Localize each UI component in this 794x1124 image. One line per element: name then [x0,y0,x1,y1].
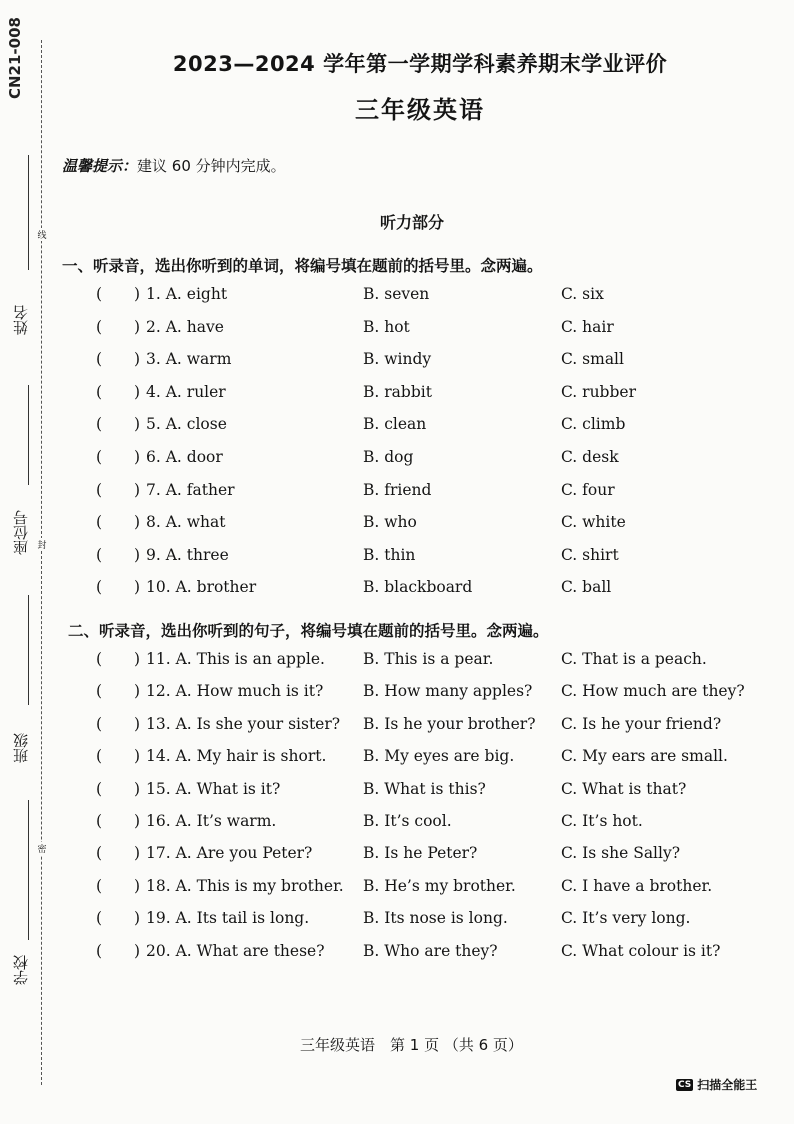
answer-bracket-close: ) [134,285,141,303]
binding-secret-char: 密 [37,842,47,855]
question-row [0,350,794,376]
scan-watermark [676,1076,757,1093]
question-row [0,877,794,903]
option-b: B. My eyes are big. [363,747,515,766]
option-a [146,578,256,596]
answer-bracket-close: ) [134,513,141,532]
option-a-text: A. My hair is short. [175,747,327,766]
question-number: 19. [146,909,171,928]
question-row [0,318,794,344]
option-c: C. How much are they? [561,682,745,701]
option-b: B. seven [363,285,430,303]
question-number: 17. [146,844,171,863]
option-a-text: A. brother [175,578,257,597]
option-b: B. rabbit [363,382,432,401]
question-number: 7. [146,480,161,499]
answer-bracket-close: ) [134,844,141,863]
option-a [146,942,325,960]
answer-bracket-open[interactable]: ( [96,714,103,733]
answer-bracket-open[interactable]: ( [96,545,103,564]
exam-code: CN21-008 [6,17,24,99]
page-footer: 三年级英语 第 1 页 （共 6 页） [300,1036,523,1054]
answer-bracket-open[interactable]: ( [96,415,103,434]
answer-bracket-open[interactable]: ( [96,941,103,960]
answer-bracket-close: ) [134,448,141,466]
question-row [0,682,794,708]
option-b: B. Its nose is long. [363,909,508,928]
option-b: B. friend [363,480,432,499]
question-row [0,513,794,539]
answer-bracket-open[interactable]: ( [96,779,103,798]
option-a-text: A. Its tail is long. [175,909,310,928]
option-b: B. How many apples? [363,682,533,701]
option-a-text: A. This is an apple. [175,650,325,668]
question-row [0,285,794,311]
option-c: C. What is that? [561,779,687,798]
option-a [146,780,280,798]
option-b: B. blackboard [363,578,473,597]
question-row [0,481,794,507]
option-a [146,448,223,466]
answer-bracket-close: ) [134,578,141,597]
answer-bracket-open[interactable]: ( [96,350,103,369]
binding-seal-char: 封 [37,538,47,551]
question-number: 11. [146,650,171,668]
option-b: B. dog [363,448,414,466]
option-a [146,383,226,401]
option-b: B. hot [363,317,410,336]
answer-bracket-close: ) [134,941,141,960]
option-c: C. It’s hot. [561,812,643,830]
part2-heading: 二、听录音，选出你听到的句子，将编号填在题前的括号里。念两遍。 [68,622,549,640]
option-c: C. six [561,285,604,303]
question-row [0,448,794,474]
question-number: 6. [146,448,161,466]
question-number: 15. [146,779,171,798]
answer-bracket-close: ) [134,747,141,766]
answer-bracket-close: ) [134,415,141,434]
answer-bracket-open[interactable]: ( [96,382,103,401]
option-b: B. Is he your brother? [363,714,536,733]
option-a-text: A. warm [165,350,232,369]
scanner-logo-icon: CS [678,1079,692,1090]
option-a [146,812,276,830]
question-number: 14. [146,747,171,766]
option-a [146,318,224,336]
option-a [146,650,325,668]
answer-bracket-close: ) [134,714,141,733]
option-c: C. hair [561,317,614,336]
option-c: C. desk [561,448,619,466]
question-row [0,578,794,604]
option-b: B. Is he Peter? [363,844,478,863]
option-a-text: A. Are you Peter? [175,844,313,863]
option-a-text: A. It’s warm. [175,812,277,830]
question-number: 12. [146,682,171,701]
question-row [0,383,794,409]
option-c: C. My ears are small. [561,747,728,766]
question-number: 13. [146,714,171,733]
answer-bracket-open[interactable]: ( [96,650,103,668]
option-a-text: A. Is she your sister? [175,714,341,733]
option-c: C. shirt [561,545,619,564]
answer-bracket-close: ) [134,812,141,830]
option-a [146,747,326,765]
option-c: C. four [561,480,615,499]
page-title: 2023—2024 学年第一学期学科素养期末学业评价 [172,52,668,76]
answer-bracket-open[interactable]: ( [96,682,103,701]
option-a-text: A. door [165,448,223,466]
option-a-text: A. what [165,513,226,532]
tip-label: 温馨提示： [62,157,138,175]
option-c: C. small [561,350,624,369]
option-a [146,481,235,499]
option-c: C. Is he your friend? [561,714,722,733]
option-c: C. That is a peach. [561,650,707,668]
option-a-text: A. This is my brother. [175,876,344,895]
question-row [0,780,794,806]
answer-bracket-open[interactable]: ( [96,448,103,466]
option-b: B. windy [363,350,432,369]
option-c: C. What colour is it? [561,941,721,960]
tip [62,155,286,176]
question-row [0,812,794,838]
question-row [0,844,794,870]
option-a [146,513,226,531]
option-a-text: A. What are these? [175,941,325,960]
option-b: B. This is a pear. [363,650,494,668]
question-number: 1. [146,285,161,303]
school-label: 学校 [12,955,30,985]
option-a-text: A. ruler [165,382,226,401]
answer-bracket-open[interactable]: ( [96,812,103,830]
option-a-text: A. close [165,415,227,434]
answer-bracket-close: ) [134,682,141,701]
answer-bracket-close: ) [134,779,141,798]
question-number: 18. [146,876,171,895]
option-a [146,415,227,433]
question-row [0,715,794,741]
answer-bracket-open[interactable]: ( [96,317,103,336]
class-label: 班级 [12,733,30,763]
question-number: 4. [146,382,161,401]
question-row [0,747,794,773]
answer-bracket-open[interactable]: ( [96,876,103,895]
question-number: 8. [146,513,161,532]
answer-bracket-close: ) [134,876,141,895]
scan-badge-text: 扫描全能王 [697,1078,758,1092]
option-a [146,844,312,862]
option-b: B. Who are they? [363,941,498,960]
answer-bracket-close: ) [134,317,141,336]
option-c: C. climb [561,415,626,434]
part1-heading: 一、听录音，选出你听到的单词，将编号填在题前的括号里。念两遍。 [62,257,543,275]
option-a [146,546,229,564]
question-number: 9. [146,545,161,564]
question-row [0,546,794,572]
answer-bracket-close: ) [134,350,141,369]
question-row [0,650,794,676]
answer-bracket-open[interactable]: ( [96,480,103,499]
option-c: C. ball [561,578,612,597]
answer-bracket-close: ) [134,650,141,668]
seat-label: 座位号 [12,510,30,555]
option-a-text: A. father [165,480,235,499]
question-row [0,942,794,968]
answer-bracket-open[interactable]: ( [96,909,103,928]
question-row [0,415,794,441]
answer-bracket-open[interactable]: ( [96,578,103,597]
question-number: 20. [146,941,171,960]
option-c: C. white [561,513,626,532]
answer-bracket-close: ) [134,382,141,401]
option-b: B. He’s my brother. [363,876,516,895]
answer-bracket-close: ) [134,480,141,499]
question-number: 5. [146,415,161,434]
answer-bracket-open[interactable]: ( [96,513,103,532]
option-c: C. I have a brother. [561,876,713,895]
question-number: 3. [146,350,161,369]
option-c: C. It’s very long. [561,909,691,928]
option-a-text: A. How much is it? [175,682,324,701]
option-a-text: A. eight [165,285,228,303]
option-c: C. Is she Sally? [561,844,681,863]
binding-line-char: 线 [37,228,47,241]
option-b: B. who [363,513,417,532]
option-a [146,682,323,700]
page-subtitle: 三年级英语 [355,96,485,124]
option-a [146,285,227,303]
option-a-text: A. three [165,545,229,564]
option-a [146,715,340,733]
option-b: B. What is this? [363,779,486,798]
option-a [146,877,344,895]
question-row [0,909,794,935]
option-c: C. rubber [561,382,636,401]
option-b: B. It’s cool. [363,812,452,830]
answer-bracket-open[interactable]: ( [96,285,103,303]
name-label: 姓名 [12,305,30,335]
answer-bracket-close: ) [134,545,141,564]
question-number: 2. [146,317,161,336]
answer-bracket-open[interactable]: ( [96,844,103,863]
tip-text: 建议 60 分钟内完成。 [137,157,286,175]
option-a [146,350,231,368]
option-a [146,909,309,927]
answer-bracket-close: ) [134,909,141,928]
name-field-line [28,155,29,270]
option-a-text: A. What is it? [175,779,281,798]
question-number: 16. [146,812,171,830]
answer-bracket-open[interactable]: ( [96,747,103,766]
option-b: B. thin [363,545,416,564]
option-b: B. clean [363,415,427,434]
option-a-text: A. have [165,317,224,336]
question-number: 10. [146,578,171,597]
listening-section-heading: 听力部分 [380,213,445,232]
